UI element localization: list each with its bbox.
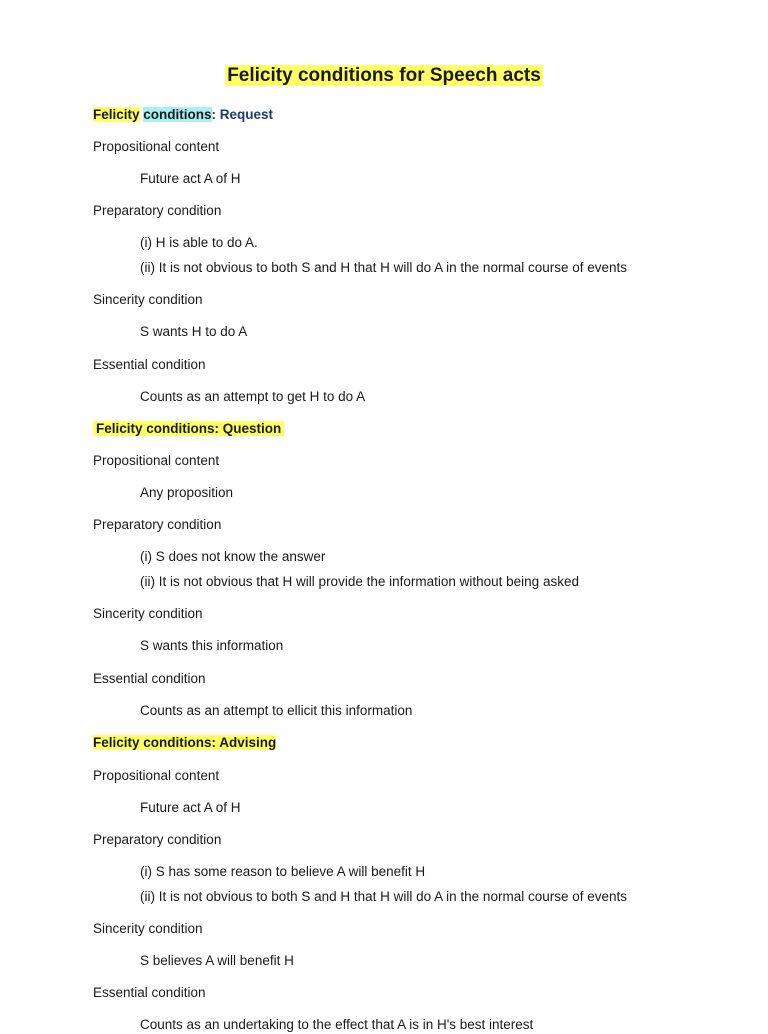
- advising-preparatory-label: Preparatory condition: [93, 832, 222, 847]
- page-title: [0, 63, 768, 89]
- request-propositional-value: Future act A of H: [140, 171, 241, 186]
- advising-essential-label: Essential condition: [93, 985, 206, 1000]
- question-propositional-label: Propositional content: [93, 453, 220, 468]
- question-preparatory-item-2: (ii) It is not obvious that H will provide the information without being asked: [140, 574, 579, 589]
- section-heading-request: [93, 106, 273, 124]
- request-preparatory-item-2: (ii) It is not obvious to both S and H that H will do A in the normal course of events: [140, 260, 628, 275]
- request-essential-label: Essential condition: [93, 357, 206, 372]
- advising-essential-value: Counts as an undertaking to the effect that A is in H's best interest: [140, 1017, 534, 1032]
- section-heading-advising: [93, 734, 276, 752]
- question-propositional-value: Any proposition: [140, 485, 234, 500]
- heading-word-conditions: conditions: [143, 107, 212, 122]
- request-essential-value: Counts as an attempt to get H to do A: [140, 389, 366, 404]
- question-essential-label: Essential condition: [93, 671, 206, 686]
- advising-preparatory-item-2: (ii) It is not obvious to both S and H that H will do A in the normal course of events: [140, 889, 628, 904]
- request-preparatory-label: Preparatory condition: [93, 203, 222, 218]
- request-sincerity-value: S wants H to do A: [140, 324, 248, 339]
- question-essential-value: Counts as an attempt to ellicit this information: [140, 703, 413, 718]
- heading-advising-text: Felicity conditions: Advising: [93, 735, 277, 750]
- advising-sincerity-value: S believes A will benefit H: [140, 953, 294, 968]
- page-title-text: Felicity conditions for Speech acts: [227, 65, 541, 86]
- section-heading-question: [93, 420, 284, 438]
- request-sincerity-label: Sincerity condition: [93, 292, 203, 307]
- request-propositional-label: Propositional content: [93, 139, 220, 154]
- advising-preparatory-item-1: (i) S has some reason to believe A will benefit H: [140, 864, 426, 879]
- heading-rest-request: : Request: [211, 107, 274, 122]
- question-sincerity-label: Sincerity condition: [93, 606, 203, 621]
- heading-question-text: Felicity conditions: Question: [93, 421, 284, 436]
- question-preparatory-label: Preparatory condition: [93, 517, 222, 532]
- question-sincerity-value: S wants this information: [140, 638, 284, 653]
- question-preparatory-item-1: (i) S does not know the answer: [140, 549, 326, 564]
- advising-propositional-value: Future act A of H: [140, 800, 241, 815]
- advising-propositional-label: Propositional content: [93, 768, 220, 783]
- heading-word-felicity: Felicity: [93, 107, 140, 122]
- advising-sincerity-label: Sincerity condition: [93, 921, 203, 936]
- request-preparatory-item-1: (i) H is able to do A.: [140, 235, 258, 250]
